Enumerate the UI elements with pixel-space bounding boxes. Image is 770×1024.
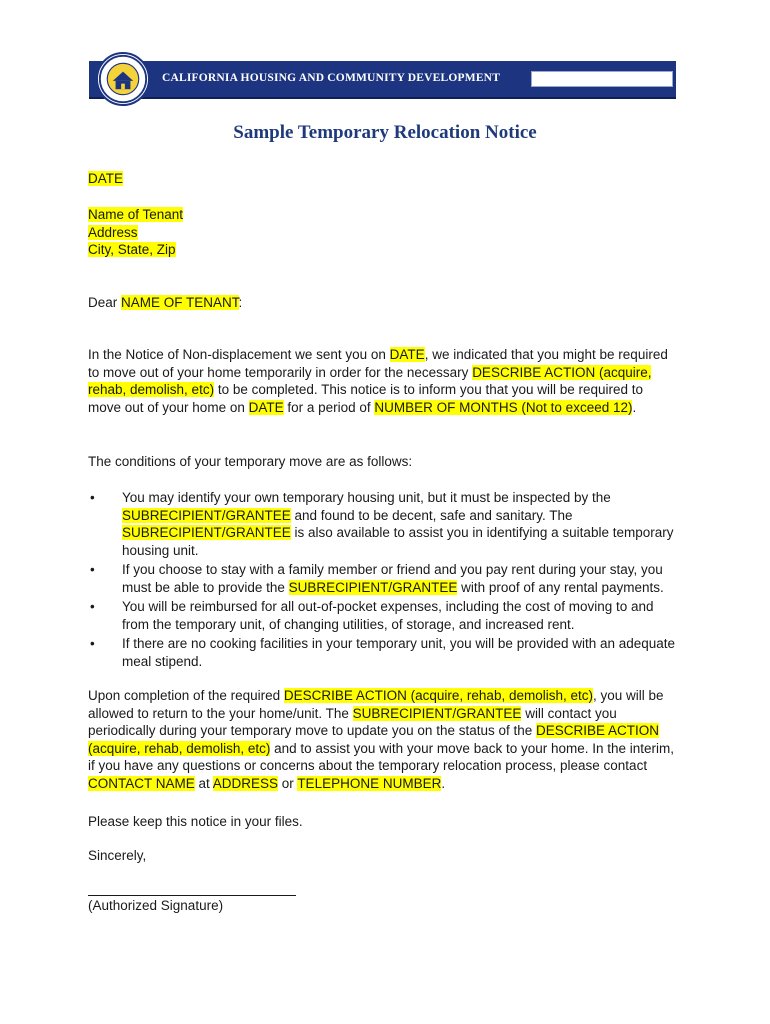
header-blank-field: [531, 71, 673, 87]
list-item: [88, 561, 678, 596]
p1-text-5: .: [632, 399, 637, 415]
bullet-marker: •: [90, 490, 95, 505]
bullet-2-text-1: If you choose to stay with a family member or friend and you pay rent during your stay, you must be able to provide the: [122, 562, 663, 595]
bullet-1-text-2: and found to be decent, safe and sanitary. The: [290, 507, 573, 523]
bullet-1-text-3: is also available to assist you in identifying a suitable temporary housing unit.: [122, 525, 674, 558]
date-line: [88, 170, 678, 188]
list-item: [88, 635, 678, 670]
salutation-tenant-placeholder: NAME OF TENANT: [121, 295, 239, 310]
bullet-2-text-2: with proof of any rental payments.: [457, 579, 664, 595]
signature-label: (Authorized Signature): [88, 898, 224, 913]
contact-address-placeholder: ADDRESS: [212, 775, 279, 791]
p2-text-4: and to assist you with your move back to your home. In the interim, if you have any questions or concerns about the temporary relocation process, please contact: [88, 740, 675, 773]
p2-text-7: .: [441, 775, 446, 791]
grantee-placeholder: SUBRECIPIENT/GRANTEE: [122, 507, 291, 523]
bullet-marker: •: [90, 636, 95, 651]
city-state-zip-placeholder: City, State, Zip: [88, 242, 176, 257]
date-placeholder: DATE: [88, 171, 124, 186]
p1-text-2: , we indicated that you might be required to move out of your home temporarily in order for the necessary: [88, 347, 668, 380]
p2-action-placeholder-2: DESCRIBE ACTION (acquire, rehab, demolish, etc): [88, 723, 660, 756]
p2-text-1: Upon completion of the required: [88, 688, 284, 703]
p2-action-placeholder: DESCRIBE ACTION (acquire, rehab, demolish, etc): [283, 688, 593, 703]
p1-months-placeholder: NUMBER OF MONTHS (Not to exceed 12): [374, 399, 633, 415]
p2-text-3: will contact you periodically during your temporary move to update you on the status of the: [88, 705, 617, 738]
p1-text-1: In the Notice of Non-displacement we sent you on: [88, 347, 390, 362]
grantee-placeholder: SUBRECIPIENT/GRANTEE: [352, 705, 522, 721]
list-item: [88, 489, 678, 559]
p1-date-placeholder: DATE: [389, 347, 425, 362]
bullet-4-text: If there are no cooking facilities in your temporary unit, you will be provided with an adequate meal stipend.: [122, 636, 676, 669]
closing-text: Sincerely,: [88, 848, 147, 863]
salutation: [88, 294, 678, 312]
p2-text-2: , you will be allowed to return to the your home/unit. The: [88, 688, 664, 721]
grantee-placeholder: SUBRECIPIENT/GRANTEE: [122, 525, 291, 540]
telephone-placeholder: TELEPHONE NUMBER: [297, 775, 442, 791]
bullet-1-text-1: You may identify your own temporary housing unit, but it must be inspected by the: [122, 490, 611, 505]
p2-text-6: or: [278, 775, 298, 791]
agency-seal-logo: [96, 52, 150, 106]
p1-move-date-placeholder: DATE: [248, 399, 284, 415]
tenant-name-placeholder: Name of Tenant: [88, 207, 184, 222]
paragraph-completion: [88, 687, 678, 792]
grantee-placeholder: SUBRECIPIENT/GRANTEE: [288, 579, 458, 595]
p1-action-placeholder: DESCRIBE ACTION (acquire, rehab, demolish, etc): [88, 364, 652, 397]
p1-text-3: to be completed. This notice is to inform you that you will be required to move out of your home on: [88, 382, 644, 415]
address-block: [88, 206, 678, 259]
bullet-3-text: You will be reimbursed for all out-of-pocket expenses, including the cost of moving to and from the temporary unit, of changing utilities, of storage, and increased rent.: [122, 599, 654, 632]
salutation-suffix: :: [238, 295, 243, 310]
salutation-prefix: Dear: [88, 295, 122, 310]
keep-notice-text: Please keep this notice in your files.: [88, 814, 303, 829]
list-item: [88, 598, 678, 633]
p2-text-5: at: [194, 775, 213, 791]
bullet-marker: •: [90, 562, 95, 577]
agency-name: CALIFORNIA HOUSING AND COMMUNITY DEVELOPMENT: [162, 72, 501, 84]
p1-text-4: for a period of: [283, 399, 375, 415]
bullet-marker: •: [90, 599, 95, 614]
contact-name-placeholder: CONTACT NAME: [88, 775, 195, 791]
conditions-intro: The conditions of your temporary move are as follows:: [88, 454, 413, 469]
conditions-list: [88, 489, 678, 672]
page-title: Sample Temporary Relocation Notice: [233, 122, 537, 143]
address-placeholder: Address: [88, 224, 138, 240]
signature-line: [88, 895, 296, 896]
paragraph-notice: [88, 346, 678, 416]
